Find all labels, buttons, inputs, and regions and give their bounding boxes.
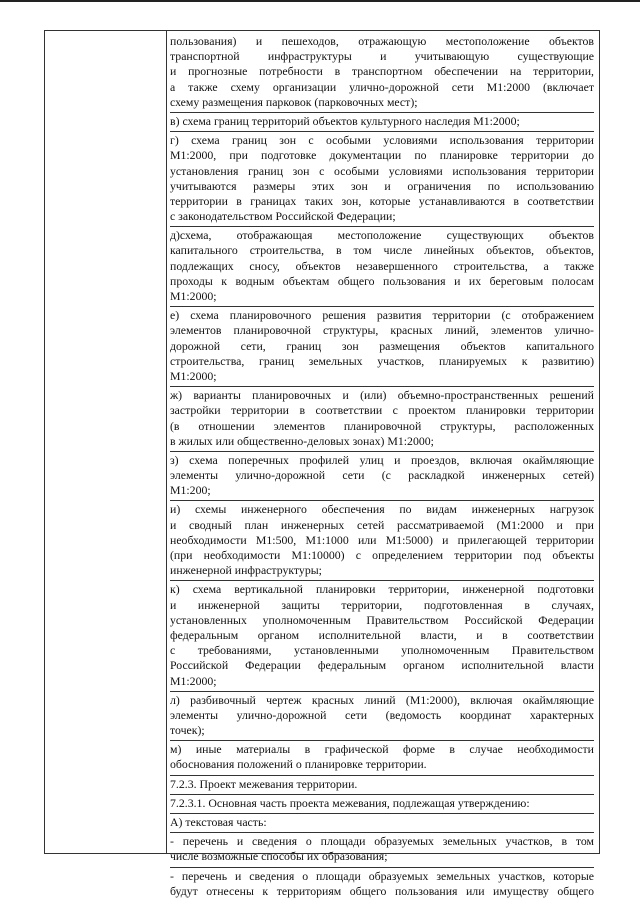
text-paragraph [170,814,594,833]
text-line: элементы улично-дорожной сети (ведомость координат характерных [170,707,594,722]
text-paragraph [170,501,594,581]
text-line: (в отношении элементов планировочной структуры, расположенных [170,418,594,433]
text-paragraph [170,307,594,387]
text-paragraph [170,868,594,901]
text-line: - перечень и сведения о площади образуемых земельных участков, которые [170,868,594,883]
text-line: и инженерной защиты территории, подготовленная в случаях, [170,597,594,612]
text-line: А) текстовая часть: [170,815,267,829]
text-line: Российской Федерации федеральным органом исполнительной власти [170,658,594,673]
text-line: схему размещения парковок (парковочных мест); [170,94,418,109]
text-line: а также схему организации улично-дорожной сети М1:2000 (включает [170,79,594,94]
text-line: с законодательством Российской Федерации; [170,209,396,224]
text-line: и сводный план инженерных сетей рассматриваемой (М1:2000 и при [170,517,594,532]
text-paragraph [170,227,594,307]
text-line: проходы к водным объектам общего пользования и их береговым полосам [170,273,594,288]
text-line: в жилых или общественно-деловых зонах) М1:2000; [170,433,434,448]
text-line: установления границ зон с особыми условиями использования территории [170,163,594,178]
document-table [44,30,600,898]
text-line: подлежащих сносу, объектов незавершенного строительства, а также [170,258,594,273]
text-line: 7.2.3.1. Основная часть проекта межевания, подлежащая утверждению: [170,795,530,810]
text-line: строительства, границ земельных участков, планируемых к развитию) [170,353,594,368]
text-line: и прогнозные потребности в транспортном обеспечении на территории, [170,64,594,79]
text-line: обоснования положений о планировке территории. [170,757,427,772]
text-paragraph [170,387,594,452]
text-line: д)схема, отображающая местоположение существующих объектов [170,228,594,243]
text-paragraph [170,113,594,132]
text-line: ж) варианты планировочных и (или) объемно-пространственных решений [170,388,594,403]
page-top-rule [0,0,640,2]
column-divider [166,31,167,853]
text-line: элементов планировочной структуры, красных линий, элементов улично- [170,323,594,338]
text-line: учитываются размеры этих зон и ограничения по использованию [170,178,594,193]
text-line: е) схема планировочного решения развития территории (с отображением [170,308,594,323]
text-paragraph [170,692,594,742]
right-text-cell [170,33,594,901]
text-line: - перечень и сведения о площади образуемых земельных участков, в том [170,834,594,849]
text-line: М1:2000, при подготовке документации по планировке территории до [170,148,594,163]
text-line: инженерной инфраструктуры; [170,563,322,578]
text-line: М1:2000; [170,368,217,383]
text-paragraph [170,33,594,113]
text-line: дорожной сети, границ зон размещения объектов капитального [170,338,594,353]
text-line: числе возможные способы их образования; [170,849,388,864]
text-line: с требованиями, установленными уполномоченным Правительством [170,643,594,658]
text-line: в) схема границ территорий объектов культурного наследия М1:2000; [170,113,520,128]
text-line: (при необходимости М1:10000) с определением территории под объекты [170,548,594,562]
text-line: пользования) и пешеходов, отражающую местоположение объектов [170,34,594,48]
text-line: территории в границах таких зон, которые устанавливаются в соответствии [170,193,594,208]
text-line: капитального строительства, в том числе линейных объектов, объектов, [170,243,594,258]
text-line: к) схема вертикальной планировки территории, инженерной подготовки [170,582,594,597]
text-line: М1:2000; [170,673,217,688]
text-paragraph [170,795,594,814]
text-line: элементы улично-дорожной сети (с раскладкой инженерных сетей) [170,468,594,483]
text-paragraph [170,452,594,502]
text-paragraph [170,741,594,775]
text-line: М1:200; [170,483,211,498]
text-line: установленных уполномоченным Правительством Российской Федерации [170,612,594,627]
text-paragraph [170,833,594,867]
text-line: з) схема поперечных профилей улиц и проездов, включая окаймляющие [170,452,594,467]
text-line: точек); [170,723,205,738]
left-empty-cell [45,31,166,853]
text-line: л) разбивочный чертеж красных линий (М1:2000), включая окаймляющие [170,692,594,707]
text-paragraph [170,132,594,227]
text-line: и) схемы инженерного обеспечения по видам инженерных нагрузок [170,502,594,517]
text-line: м) иные материалы в графической форме в случае необходимости [170,742,594,757]
text-line: федеральным органом исполнительной власти, и в соответствии [170,627,594,642]
text-line: необходимости М1:500, М1:1000 или М1:5000) и прилегающей территории [170,532,594,547]
text-paragraph [170,581,594,691]
text-line: будут отнесены к территориям общего пользования или имуществу общего [170,883,594,898]
text-paragraph [170,776,594,795]
text-line: г) схема границ зон с особыми условиями использования территории [170,133,594,148]
text-line: 7.2.3. Проект межевания территории. [170,776,358,791]
text-line: транспортной инфраструктуры и учитывающую существующие [170,49,594,64]
text-line: М1:2000; [170,289,217,303]
text-line: застройки территории в соответствии с проектом планировки территории [170,403,594,418]
